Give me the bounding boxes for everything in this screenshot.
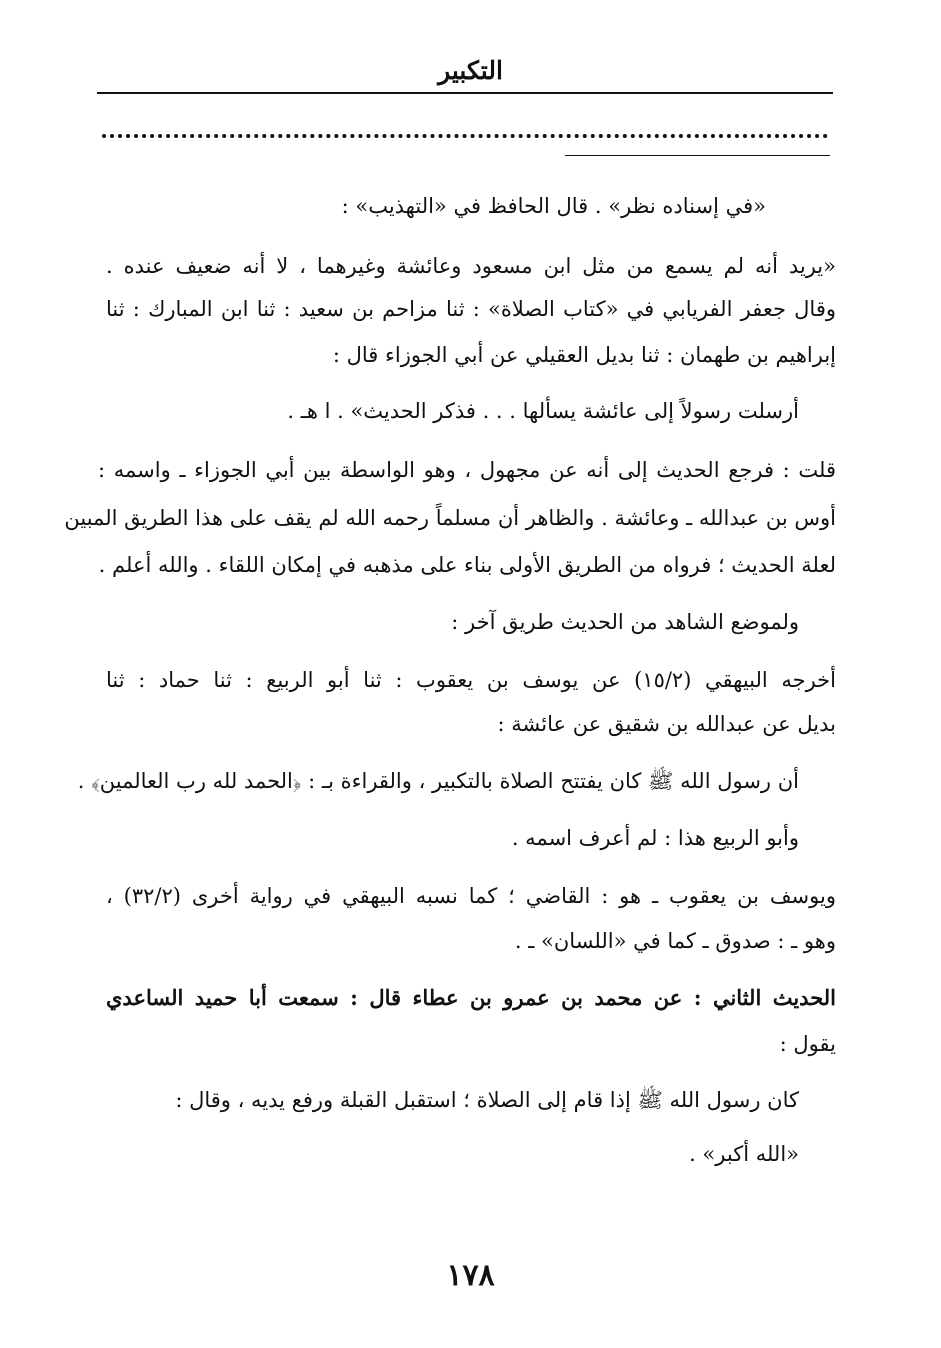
body-line: «في إسناده نظر» . قال الحافظ في «التهذيب» : — [341, 194, 766, 218]
body-line: أوس بن عبدالله ـ وعائشة . والظاهر أن مسلماً رحمه الله لم يقف على هذا الطريق المبين — [64, 506, 836, 530]
body-line: «الله أكبر» . — [689, 1142, 799, 1166]
body-line: ولموضع الشاهد من الحديث طريق آخر : — [451, 610, 799, 634]
page-number: ١٧٨ — [446, 1258, 495, 1293]
header-rule — [97, 92, 833, 94]
body-line: «يريد أنه لم يسمع من مثل ابن مسعود وعائشة وغيرهما ، لا أنه ضعيف عنده . — [106, 254, 836, 278]
body-line: قلت : فرجع الحديث إلى أنه عن مجهول ، وهو الواسطة بين أبي الجوزاء ـ واسمه : — [98, 458, 836, 482]
dotted-separator — [102, 134, 828, 138]
body-line: وأبو الربيع هذا : لم أعرف اسمه . — [511, 826, 799, 850]
body-line: وقال جعفر الفريابي في «كتاب الصلاة» : ثنا مزاحم بن سعيد : ثنا ابن المبارك : ثنا — [106, 297, 836, 321]
body-line: لعلة الحديث ؛ فرواه من الطريق الأولى بناء على مذهبه في إمكان اللقاء . والله أعلم . — [98, 553, 836, 577]
body-line: يقول : — [779, 1032, 836, 1056]
body-line: أرسلت رسولاً إلى عائشة يسألها . . . فذكر الحديث» . ا هـ . — [287, 399, 799, 423]
body-line: ويوسف بن يعقوب ـ هو : القاضي ؛ كما نسبه البيهقي في رواية أخرى (٣٢/٢) ، — [106, 884, 836, 908]
body-line: إبراهيم بن طهمان : ثنا بديل العقيلي عن أبي الجوزاء قال : — [332, 343, 836, 367]
body-line: وهو ـ : صدوق ـ كما في «اللسان» ـ . — [514, 929, 836, 953]
body-line: كان رسول الله ﷺ إذا قام إلى الصلاة ؛ استقبل القبلة ورفع يديه ، وقال : — [175, 1088, 799, 1112]
footnote-rule — [565, 155, 830, 156]
body-line: أخرجه البيهقي (١٥/٢) عن يوسف بن يعقوب : ثنا أبو الربيع : ثنا حماد : ثنا — [106, 668, 836, 692]
body-line: بديل عن عبدالله بن شقيق عن عائشة : — [497, 712, 836, 736]
hadith-heading-line: الحديث الثاني : عن محمد بن عمرو بن عطاء قال : سمعت أبا حميد الساعدي — [106, 985, 836, 1010]
body-line: أن رسول الله ﷺ كان يفتتح الصلاة بالتكبير ، والقراءة بـ : ﴿الحمد لله رب العالمين﴾ . — [77, 769, 799, 793]
running-header-title: التكبير — [438, 56, 503, 85]
